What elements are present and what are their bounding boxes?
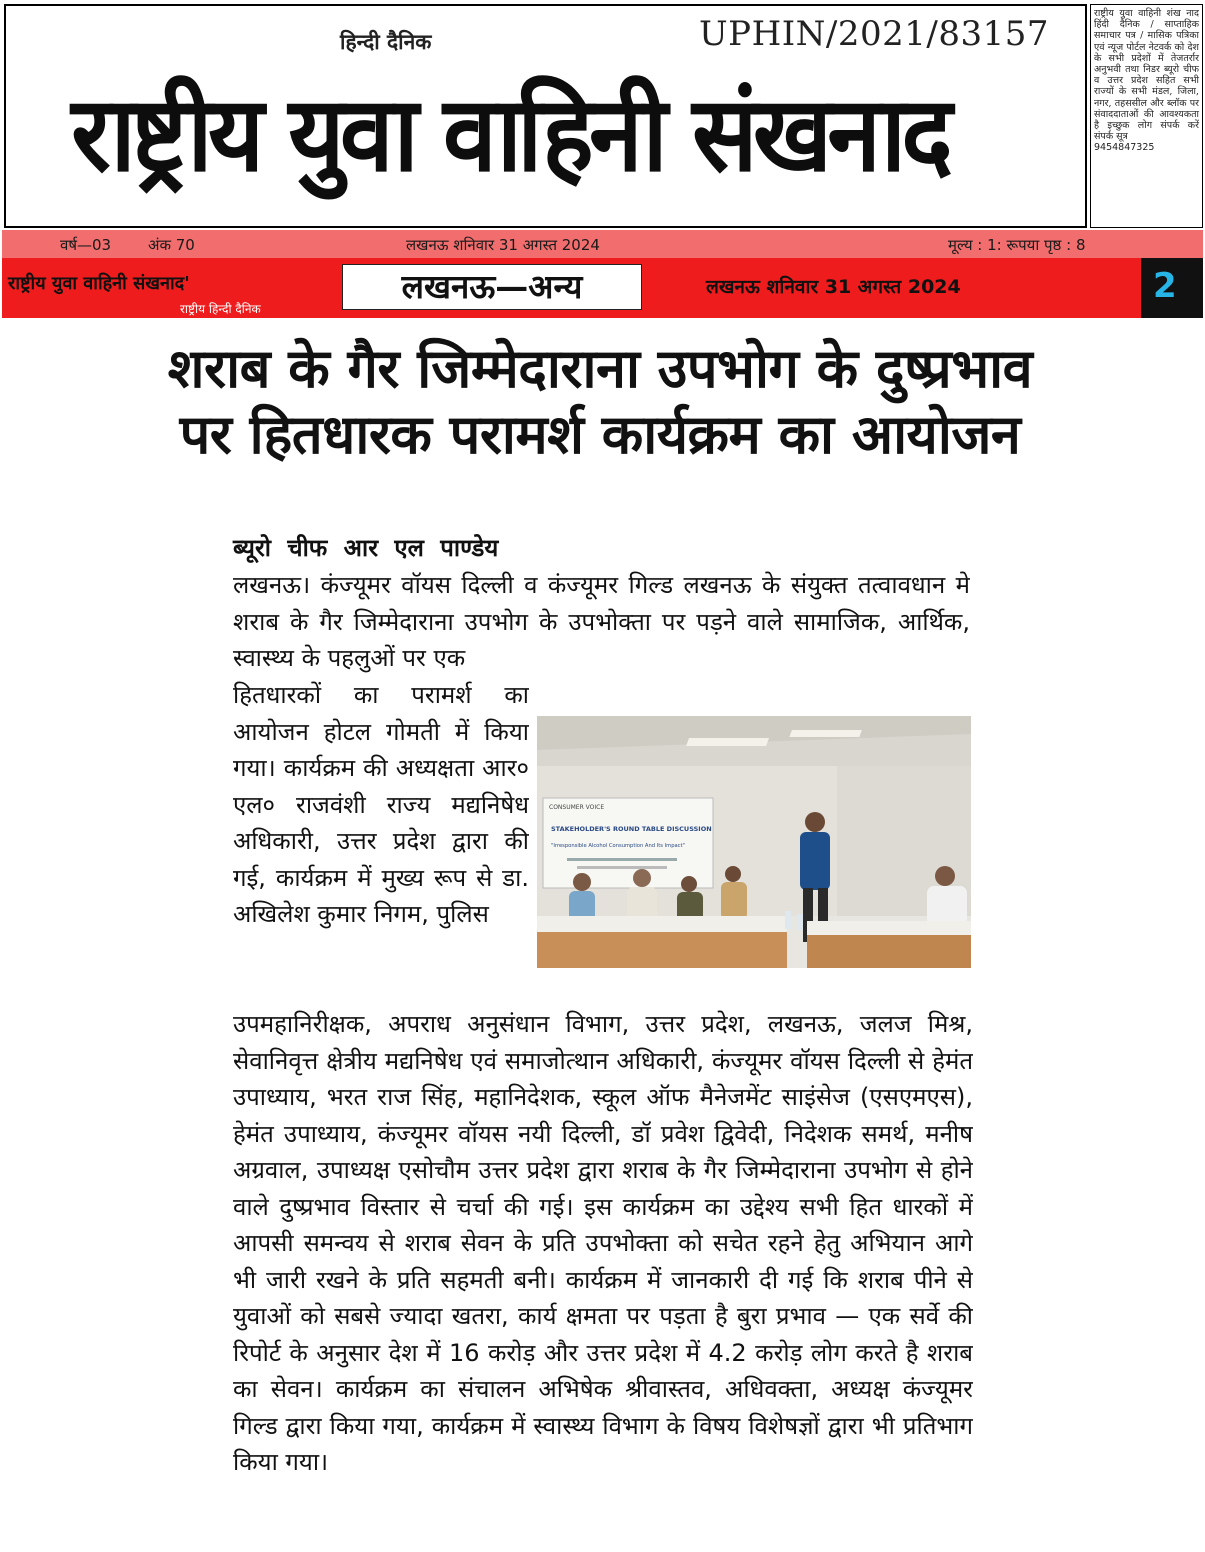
issue-date: लखनऊ शनिवार 31 अगस्त 2024 — [406, 236, 600, 254]
masthead — [4, 4, 1087, 228]
recruitment-notice — [1090, 4, 1203, 228]
issue-info-strip — [2, 230, 1203, 258]
section-date: लखनऊ शनिवार 31 अगस्त 2024 — [706, 276, 961, 298]
issue-year: वर्ष—03 — [60, 236, 112, 254]
issue-price: मूल्य : 1: रूपया पृष्ठ : 8 — [948, 236, 1086, 254]
registration-number: UPHIN/2021/83157 — [699, 14, 1049, 54]
section-header — [2, 258, 1203, 318]
banner-org: CONSUMER VOICE — [549, 804, 605, 811]
banner-subtitle: "Irresponsible Alcohol Consumption And Its Impact" — [551, 843, 685, 849]
page-number: 2 — [1141, 258, 1203, 318]
article-paragraph-column: हितधारकों का परामर्श का आयोजन होटल गोमती में किया गया। कार्यक्रम की अध्यक्षता आर० एल० राजवंशी राज्य मद्यनिषेध अधिकारी, उत्तर प्रदेश द्वारा की गई, कार्यक्रम में मुख्य रूप से डा. अखिलेश कुमार निगम, पुलिस — [233, 681, 529, 928]
masthead-tagline: हिन्दी दैनिक — [340, 29, 432, 54]
article-paragraph-main: उपमहानिरीक्षक, अपराध अनुसंधान विभाग, उत्तर प्रदेश, लखनऊ, जलज मिश्र, सेवानिवृत्त क्षेत्रीय मद्यनिषेध एवं समाजोत्थान अधिकारी, कंज्यूमर वॉयस दिल्ली से हेमंत उपाध्याय, भरत राज सिंह, महानिदेशक, स्कूल ऑफ मैनेजमेंट साइंसेज (एसएमएस), हेमंत उपाध्याय, कंज्यूमर वॉयस नयी दिल्ली, डॉ प्रवेश द्विवेदी, निदेशक समर्थ, मनीष अग्रवाल, उपाध्यक्ष एसोचौम उत्तर प्रदेश द्वारा शराब के गैर जिम्मेदाराना उपभोग से होने वाले दुष्प्रभाव विस्तार से चर्चा की गई। इस कार्यक्रम का उद्देश्य सभी हित धारकों में आपसी समन्वय से शराब सेवन के प्रति उपभोक्ता को सचेत रहने हेतु अभियान आगे भी जारी रखने के प्रति सहमती बनी। कार्यक्रम में जानकारी दी गई कि शराब पीने से युवाओं को सबसे ज्यादा खतरा, कार्य क्षमता पर पड़ता है बुरा प्रभाव — एक सर्वे की रिपोर्ट के अनुसार देश में 16 करोड़ और उत्तर प्रदेश में 4.2 करोड़ लोग करते है शराब का सेवन। कार्यक्रम का संचालन अभिषेक श्रीवास्तव, अधिवक्ता, अध्यक्ष कंज्यूमर गिल्ड द्वारा किया गया, कार्यक्रम में स्वास्थ्य विभाग के विषय विशेषज्ञों द्वारा भी प्रतिभाग किया गया। — [233, 1010, 973, 1476]
article-byline: ब्यूरो चीफ आर एल पाण्डेय — [233, 534, 499, 562]
banner-title: STAKEHOLDER'S ROUND TABLE DISCUSSION — [551, 825, 712, 833]
recruitment-notice-text: राष्ट्रीय युवा वाहिनी शंख नाद हिंदी दैनिक / साप्ताहिक समाचार पत्र / मासिक पत्रिका एवं न्यूज पोर्टल नेटवर्क को देश के सभी प्रदेशों में तेजतर्रार अनुभवी तथा निडर ब्यूरो चीफ व उत्तर प्रदेश सहित सभी राज्यों के सभी मंडल, जिला, नगर, तहससील और ब्लॉक पर संवाददाताओं की आवश्यकता है इच्छुक लोग संपर्क करें संपर्क सूत्र — [1094, 8, 1199, 143]
article-headline: शराब के गैर जिम्मेदाराना उपभोग के दुष्प्रभाव पर हितधारक परामर्श कार्यक्रम का आयोजन — [167, 337, 1033, 466]
section-paper-subtitle: राष्ट्रीय हिन्दी दैनिक — [180, 302, 261, 316]
article-paragraph-intro: लखनऊ। कंज्यूमर वॉयस दिल्ली व कंज्यूमर गिल्ड लखनऊ के संयुक्त तत्वावधान मे शराब के गैर जिम्मेदाराना उपभोग के उपभोक्ता पर पड़ने वाले सामाजिक, आर्थिक, स्वास्थ्य के पहलुओं पर एक — [233, 571, 970, 672]
issue-number: अंक 70 — [148, 236, 195, 254]
newspaper-title: राष्ट्रीय युवा वाहिनी संखनाद — [71, 73, 949, 195]
event-photo — [537, 716, 971, 968]
recruitment-phone: 9454847325 — [1094, 142, 1155, 154]
section-paper-name: राष्ट्रीय युवा वाहिनी संखनाद' — [8, 273, 190, 294]
section-title: लखनऊ—अन्य — [342, 264, 642, 310]
